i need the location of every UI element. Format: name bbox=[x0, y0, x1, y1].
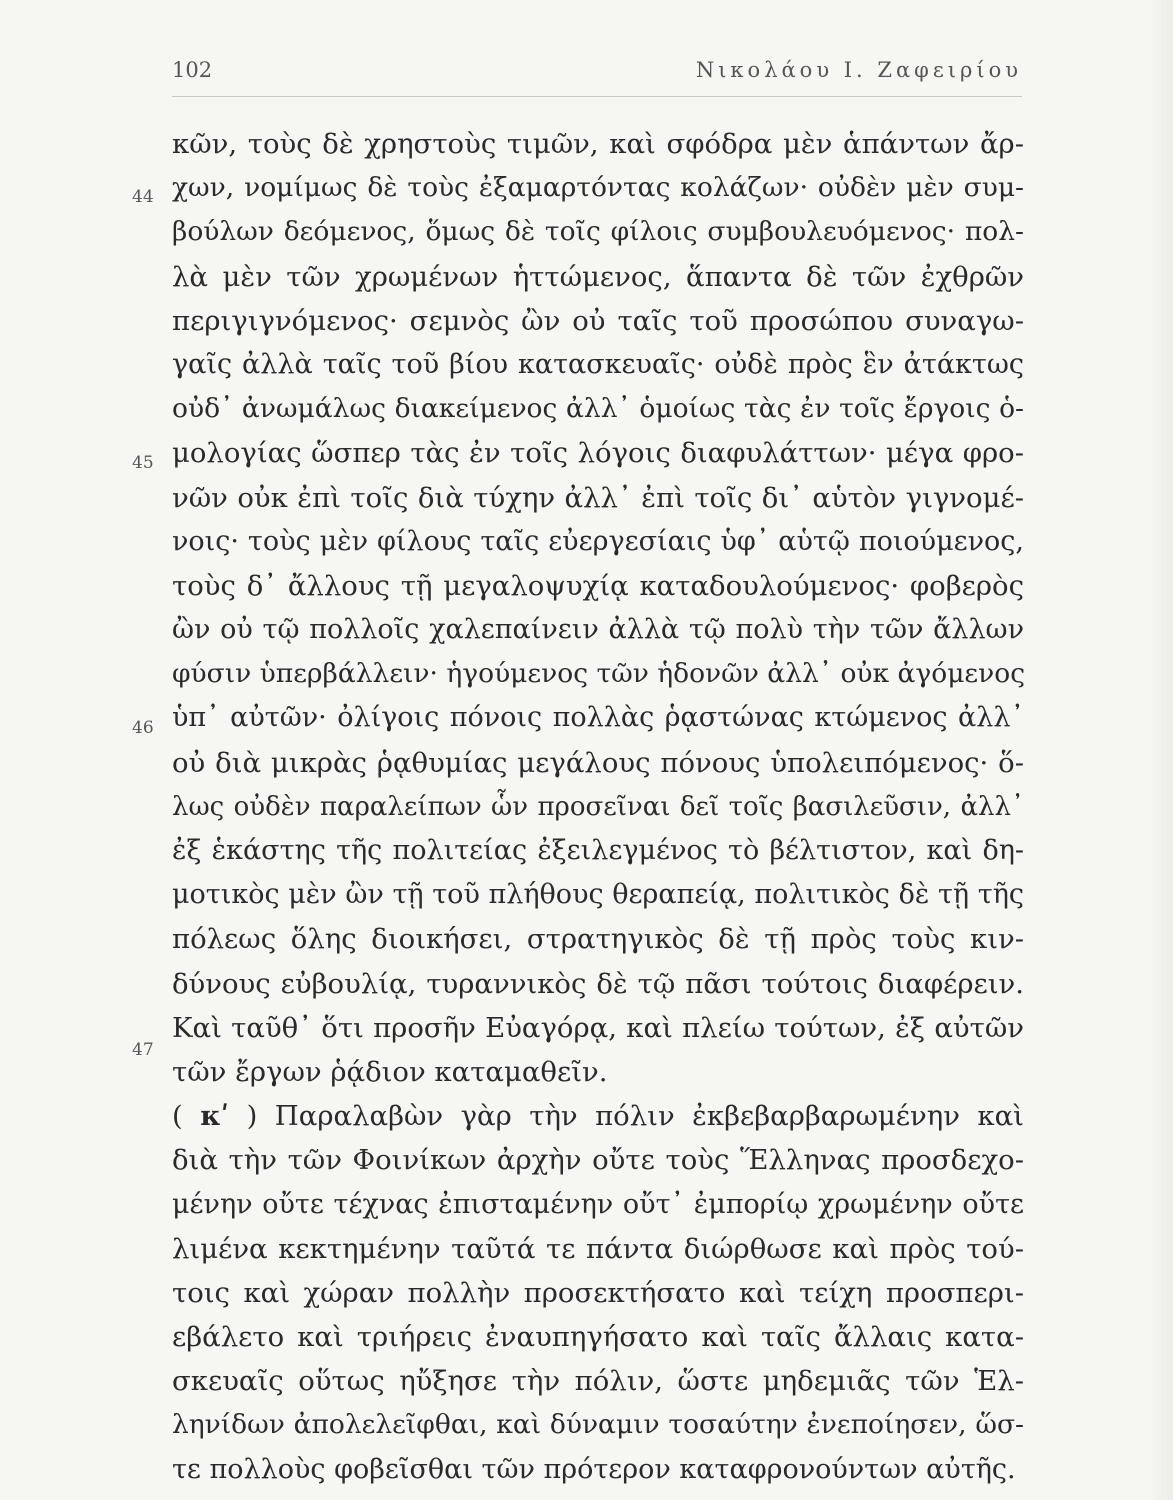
text-line: ὢν οὐ τῷ πολλοῖς χαλεπαίνειν ἀλλὰ τῷ πολὺ τὴν τῶν ἄλλων bbox=[172, 614, 1024, 646]
text-line: μένην οὔτε τέχνας ἐπισταμένην οὔτ᾽ ἐμπορίῳ χρωμένην οὔτε bbox=[172, 1188, 1024, 1220]
margin-number-46: 46 bbox=[132, 718, 154, 738]
text-line: περιγιγνόμενος· σεμνὸς ὢν οὐ ταῖς τοῦ προσώπου συναγω- bbox=[172, 304, 1024, 337]
header-rule bbox=[172, 96, 1022, 97]
body-text bbox=[172, 122, 1024, 1492]
section-first-line bbox=[172, 1094, 1024, 1138]
margin-number-45: 45 bbox=[132, 453, 154, 473]
text-line: χων, νομίμως δὲ τοὺς ἐξαμαρτόντας κολάζων· οὐδὲν μὲν συμ- bbox=[172, 172, 1024, 204]
text-line: βούλων δεόμενος, ὅμως δὲ τοῖς φίλοις συμβουλευόμενος· πολ- bbox=[172, 216, 1024, 248]
text-line: φύσιν ὑπερβάλλειν· ἡγούμενος τῶν ἡδονῶν ἀλλ᾽ οὐκ ἀγόμενος bbox=[172, 658, 1026, 690]
section-line-text: Παραλαβὼν γὰρ τὴν πόλιν ἐκβεβαρβαρωμένην καὶ bbox=[274, 1100, 1024, 1133]
text-line: ἐξ ἑκάστης τῆς πολιτείας ἐξειλεγμένος τὸ βέλτιστον, καὶ δη- bbox=[172, 835, 1024, 866]
text-line: λως οὐδὲν παραλείπων ὧν προσεῖναι δεῖ τοῖς βασιλεῦσιν, ἀλλ᾽ bbox=[172, 791, 1024, 822]
text-line: οὐδ᾽ ἀνωμάλως διακείμενος ἀλλ᾽ ὁμοίως τὰς ἐν τοῖς ἔργοις ὁ- bbox=[172, 393, 1024, 425]
text-line: εβάλετο καὶ τριήρεις ἐναυπηγήσατο καὶ ταῖς ἄλλαις κατα- bbox=[172, 1321, 1024, 1354]
page-number: 102 bbox=[172, 58, 213, 82]
section-label: ( κʹ ) bbox=[172, 1100, 258, 1133]
text-line: οὐ διὰ μικρὰς ῥᾳθυμίας μεγάλους πόνους ὑπολειπόμενος· ὅ- bbox=[172, 746, 1024, 779]
text-line: σκευαῖς οὕτως ηὔξησε τὴν πόλιν, ὥστε μηδεμιᾶς τῶν Ἑλ- bbox=[172, 1365, 1024, 1398]
text-line: τε πολλοὺς φοβεῖσθαι τῶν πρότερον καταφρονούντων αὐτῆς. bbox=[172, 1453, 1016, 1485]
text-line: τῶν ἔργων ῥᾴδιον καταμαθεῖν. bbox=[172, 1055, 608, 1088]
text-line: μολογίας ὥσπερ τὰς ἐν τοῖς λόγοις διαφυλάττων· μέγα φρο- bbox=[172, 437, 1024, 470]
text-line: νῶν οὐκ ἐπὶ τοῖς διὰ τύχην ἀλλ᾽ ἐπὶ τοῖς δι᾽ αὑτὸν γιγνομέ- bbox=[172, 481, 1024, 514]
text-line: μοτικὸς μὲν ὢν τῇ τοῦ πλήθους θεραπείᾳ, πολιτικὸς δὲ τῇ τῆς bbox=[172, 879, 1024, 911]
text-line: κῶν, τοὺς δὲ χρηστοὺς τιμῶν, καὶ σφόδρα μὲν ἁπάντων ἄρ- bbox=[172, 128, 1024, 160]
text-line: δύνους εὐβουλίᾳ, τυραννικὸς δὲ τῷ πᾶσι τούτοις διαφέρειν. bbox=[172, 967, 1024, 1000]
margin-number-47: 47 bbox=[132, 1040, 154, 1060]
running-head: Νικολάου Ι. Ζαφειρίου bbox=[695, 58, 1022, 82]
text-line: τοὺς δ᾽ ἄλλους τῇ μεγαλοψυχίᾳ καταδουλούμενος· φοβερὸς bbox=[172, 569, 1024, 602]
text-line: γαῖς ἀλλὰ ταῖς τοῦ βίου κατασκευαῖς· οὐδὲ πρὸς ἓν ἀτάκτως bbox=[172, 348, 1024, 380]
page-header bbox=[172, 58, 1022, 100]
text-line: διὰ τὴν τῶν Φοινίκων ἀρχὴν οὔτε τοὺς Ἕλληνας προσδεχο- bbox=[172, 1144, 1024, 1177]
text-line: λιμένα κεκτημένην ταῦτά τε πάντα διώρθωσε καὶ πρὸς τού- bbox=[172, 1232, 1024, 1265]
text-line: ληνίδων ἀπολελεῖφθαι, καὶ δύναμιν τοσαύτην ἐνεποίησεν, ὥσ- bbox=[172, 1409, 1024, 1441]
text-line: ὑπ᾽ αὐτῶν· ὀλίγοις πόνοις πολλὰς ῥᾳστώνας κτώμενος ἀλλ᾽ bbox=[172, 702, 1024, 734]
text-line: πόλεως ὅλης διοικήσει, στρατηγικὸς δὲ τῇ πρὸς τοὺς κιν- bbox=[172, 923, 1024, 956]
text-line: τοις καὶ χώραν πολλὴν προσεκτήσατο καὶ τείχη προσπερι- bbox=[172, 1276, 1024, 1309]
page-edge-shadow bbox=[1149, 0, 1173, 1500]
text-line: Καὶ ταῦθ᾽ ὅτι προσῆν Εὐαγόρᾳ, καὶ πλείω τούτων, ἐξ αὐτῶν bbox=[172, 1011, 1024, 1044]
text-line: λὰ μὲν τῶν χρωμένων ἡττώμενος, ἅπαντα δὲ τῶν ἐχθρῶν bbox=[172, 260, 1024, 293]
margin-number-44: 44 bbox=[132, 187, 154, 207]
text-line: νοις· τοὺς μὲν φίλους ταῖς εὐεργεσίαις ὑφ᾽ αὑτῷ ποιούμενος, bbox=[172, 525, 1024, 557]
